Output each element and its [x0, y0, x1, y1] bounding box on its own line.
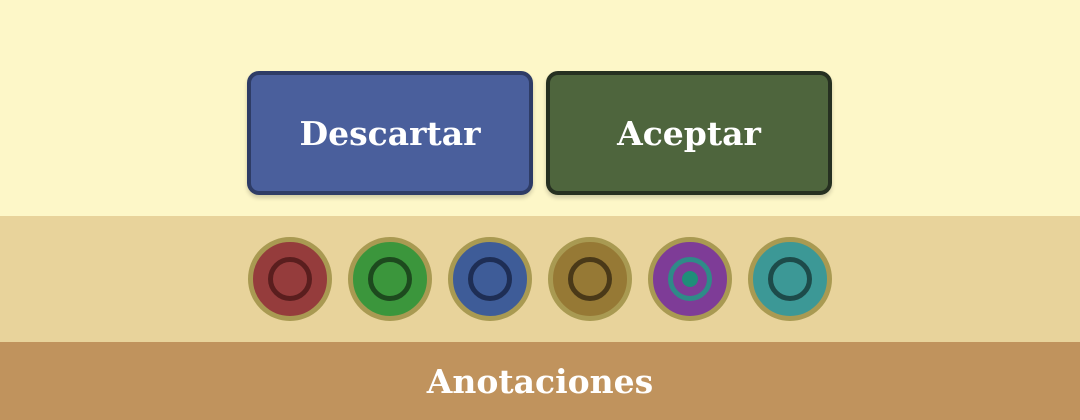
token-ring-icon: [368, 257, 412, 301]
token-center-dot-icon: [682, 271, 698, 287]
blue-token[interactable]: [448, 237, 532, 321]
annotations-label: Anotaciones: [426, 361, 654, 401]
accept-button[interactable]: Aceptar: [546, 71, 832, 195]
token-ring-icon: [268, 257, 312, 301]
brown-token[interactable]: [548, 237, 632, 321]
token-ring-icon: [468, 257, 512, 301]
purple-token[interactable]: [648, 237, 732, 321]
token-ring-icon: [568, 257, 612, 301]
teal-token[interactable]: [748, 237, 832, 321]
token-ring-icon: [768, 257, 812, 301]
token-selector: [0, 216, 1080, 342]
token-ring-icon: [668, 257, 712, 301]
annotations-bar[interactable]: [0, 342, 1080, 420]
discard-button[interactable]: Descartar: [247, 71, 533, 195]
green-token[interactable]: [348, 237, 432, 321]
red-token[interactable]: [248, 237, 332, 321]
